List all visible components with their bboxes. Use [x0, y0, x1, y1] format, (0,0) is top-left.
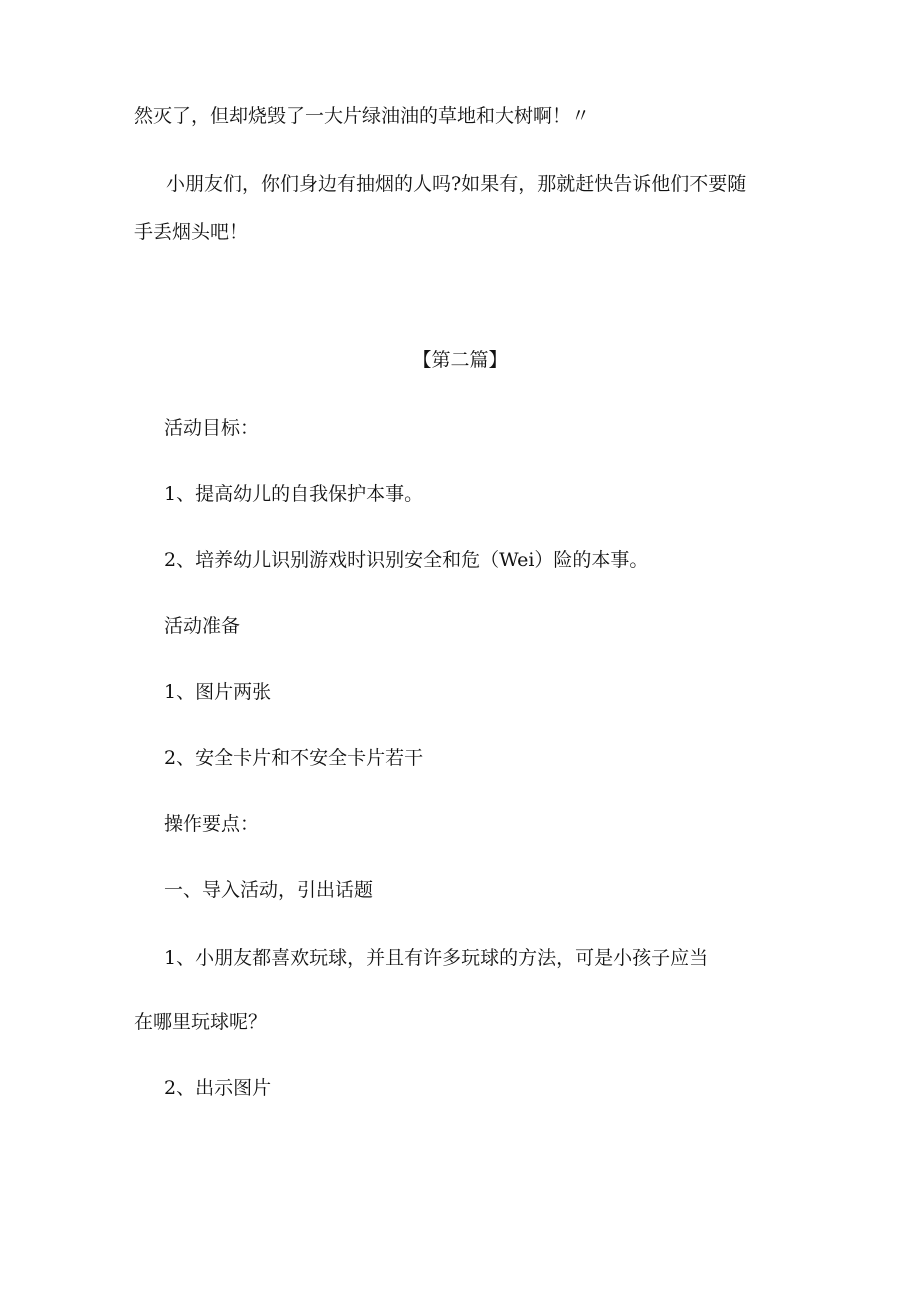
list-item: 1、提高幼儿的自我保护本事。: [164, 483, 424, 505]
list-item: 一、导入活动，引出话题: [164, 879, 374, 901]
paragraph-text: 在哪里玩球呢？: [134, 1011, 268, 1033]
list-item: 1、小朋友都喜欢玩球，并且有许多玩球的方法，可是小孩子应当: [164, 947, 709, 969]
prep-label: 活动准备: [164, 615, 241, 637]
goals-label: 活动目标：: [164, 417, 260, 439]
paragraph-text: 手丢烟头吧！: [134, 221, 249, 243]
list-item: 2、安全卡片和不安全卡片若干: [164, 747, 424, 769]
section-heading: 【第二篇】: [412, 349, 508, 371]
steps-label: 操作要点：: [164, 813, 260, 835]
paragraph-text: 然灭了，但却烧毁了一大片绿油油的草地和大树啊！〃: [134, 105, 591, 127]
list-item: 1、图片两张: [164, 681, 272, 703]
list-item: 2、出示图片: [164, 1077, 272, 1099]
list-item: 2、培养幼儿识别游戏时识别安全和危（Wei）险的本事。: [164, 549, 649, 571]
paragraph-text: 小朋友们，你们身边有抽烟的人吗?如果有，那就赶快告诉他们不要随: [166, 173, 747, 195]
